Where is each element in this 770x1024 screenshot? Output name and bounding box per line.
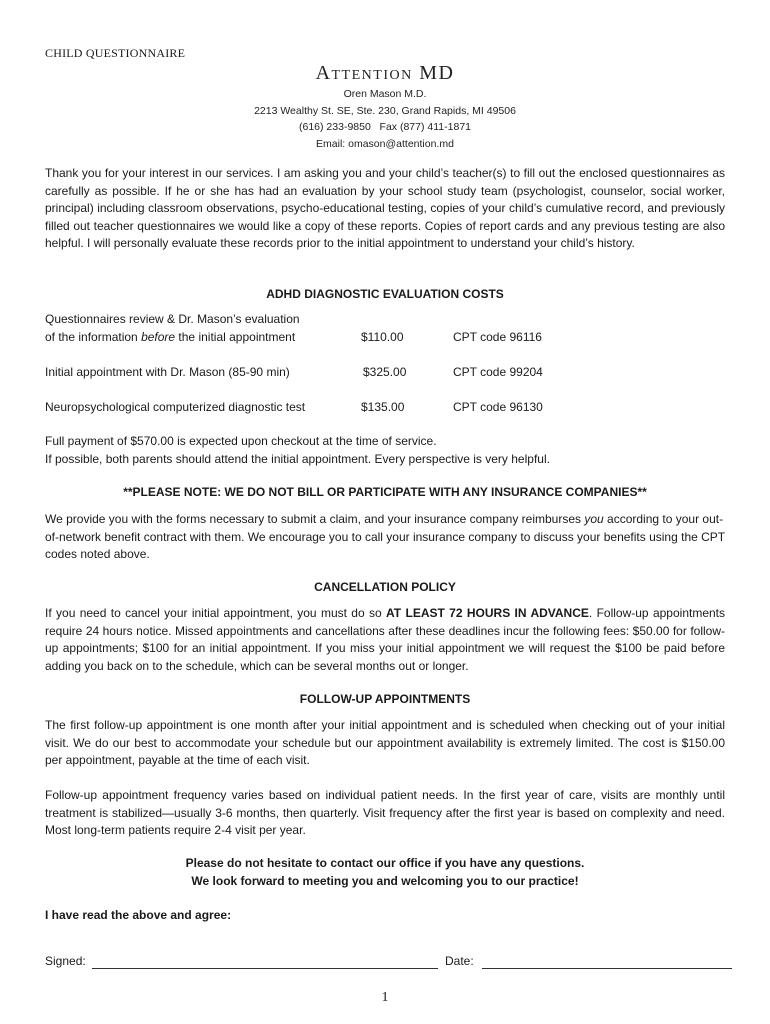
- fee-cpt-code: CPT code 99204: [453, 365, 543, 379]
- signed-label: Signed:: [45, 954, 86, 968]
- followup-heading: FOLLOW-UP APPOINTMENTS: [299, 692, 471, 706]
- document-type-label: CHILD QUESTIONNAIRE: [45, 46, 186, 60]
- fee-row-initial-appointment: [45, 364, 725, 382]
- closing-line-1: Please do not hesitate to contact our office if you have any questions.: [185, 856, 585, 870]
- fee-cpt-code: CPT code 96116: [453, 329, 542, 344]
- fee-description: Questionnaires review & Dr. Mason’s evaluation of the information before the initial appointment: [45, 312, 300, 344]
- fee-description: Initial appointment with Dr. Mason (85-90 min): [45, 365, 290, 379]
- fee-description: Neuropsychological computerized diagnostic test: [45, 400, 306, 414]
- followup-paragraph-1: The first follow-up appointment is one month after your initial appointment and is scheduled when checking out of your initial visit. We do our best to accommodate your schedule but our appointment availability is extremely limited. The cost is $150.00 per appointment, payable at the time of each visit.: [45, 718, 725, 767]
- closing-line-2: We look forward to meeting you and welcoming you to our practice!: [191, 874, 579, 888]
- insurance-heading: **PLEASE NOTE: WE DO NOT BILL OR PARTICIPATE WITH ANY INSURANCE COMPANIES**: [123, 485, 647, 499]
- signature-field[interactable]: [92, 954, 438, 969]
- fee-price: $325.00: [363, 365, 407, 379]
- intro-paragraph: Thank you for your interest in our services. I am asking you and your child’s teacher(s) to fill out the enclosed questionnaires as carefully as possible. If he or she has had an evaluation by your school study team (psychologist, counselor, social worker, principal) including classroom observations, psycho-educational testing, copies of your child’s cumulative record, and previously filled out teacher questionnaires we would like a copy of these reports. Copies of report cards and any previous testing are also helpful. I will personally evaluate these records prior to the initial appointment to understand your child’s history.: [45, 166, 725, 250]
- letterhead: [45, 60, 725, 152]
- cancellation-paragraph: If you need to cancel your initial appointment, you must do so AT LEAST 72 HOURS IN ADVANCE. Follow-up appointments require 24 hours notice. Missed appointments and cancellations after these deadlines incur the following fees: $50.00 for follow-up appointments; $100 for an initial appointment. If you miss your initial appointment we will request the $100 be paid before adding you back on to the schedule, which can be several months out or longer.: [45, 606, 726, 673]
- office-address: 2213 Wealthy St. SE, Ste. 230, Grand Rapids, MI 49506: [254, 104, 516, 117]
- fee-price: $110.00: [361, 329, 404, 344]
- signature-row: [45, 954, 735, 974]
- email-address: Email: omason@attention.md: [316, 137, 454, 150]
- brand-name: Attention MD: [315, 62, 455, 84]
- parents-note: If possible, both parents should attend the initial appointment. Every perspective is very helpful.: [45, 452, 550, 466]
- insurance-paragraph: We provide you with the forms necessary to submit a claim, and your insurance company reimburses you according to your out-of-network benefit contract with them. We encourage you to call your insurance company to discuss your benefits using the CPT codes noted above.: [45, 512, 725, 561]
- doctor-name: Oren Mason M.D.: [343, 88, 427, 100]
- costs-heading: ADHD DIAGNOSTIC EVALUATION COSTS: [266, 287, 504, 301]
- page-number: 1: [381, 990, 389, 1005]
- fee-cpt-code: CPT code 96130: [453, 400, 543, 414]
- followup-paragraph-2: Follow-up appointment frequency varies based on individual patient needs. In the first year of care, visits are monthly until treatment is stabilized—usually 3-6 months, then quarterly. Visit frequency after the first year is based on complexity and need. Most long-term patients require 2-4 visit per year.: [45, 788, 725, 837]
- date-label: Date:: [445, 954, 474, 968]
- payment-note: Full payment of $570.00 is expected upon checkout at the time of service.: [45, 434, 437, 448]
- cancellation-heading: CANCELLATION POLICY: [314, 580, 456, 594]
- agreement-label: I have read the above and agree:: [45, 908, 232, 922]
- fee-price: $135.00: [361, 400, 405, 414]
- phone-fax: (616) 233-9850 Fax (877) 411-1871: [299, 121, 471, 133]
- fee-row-questionnaire-review: [45, 311, 725, 347]
- fee-row-diagnostic-test: [45, 399, 725, 417]
- date-field[interactable]: [482, 954, 732, 969]
